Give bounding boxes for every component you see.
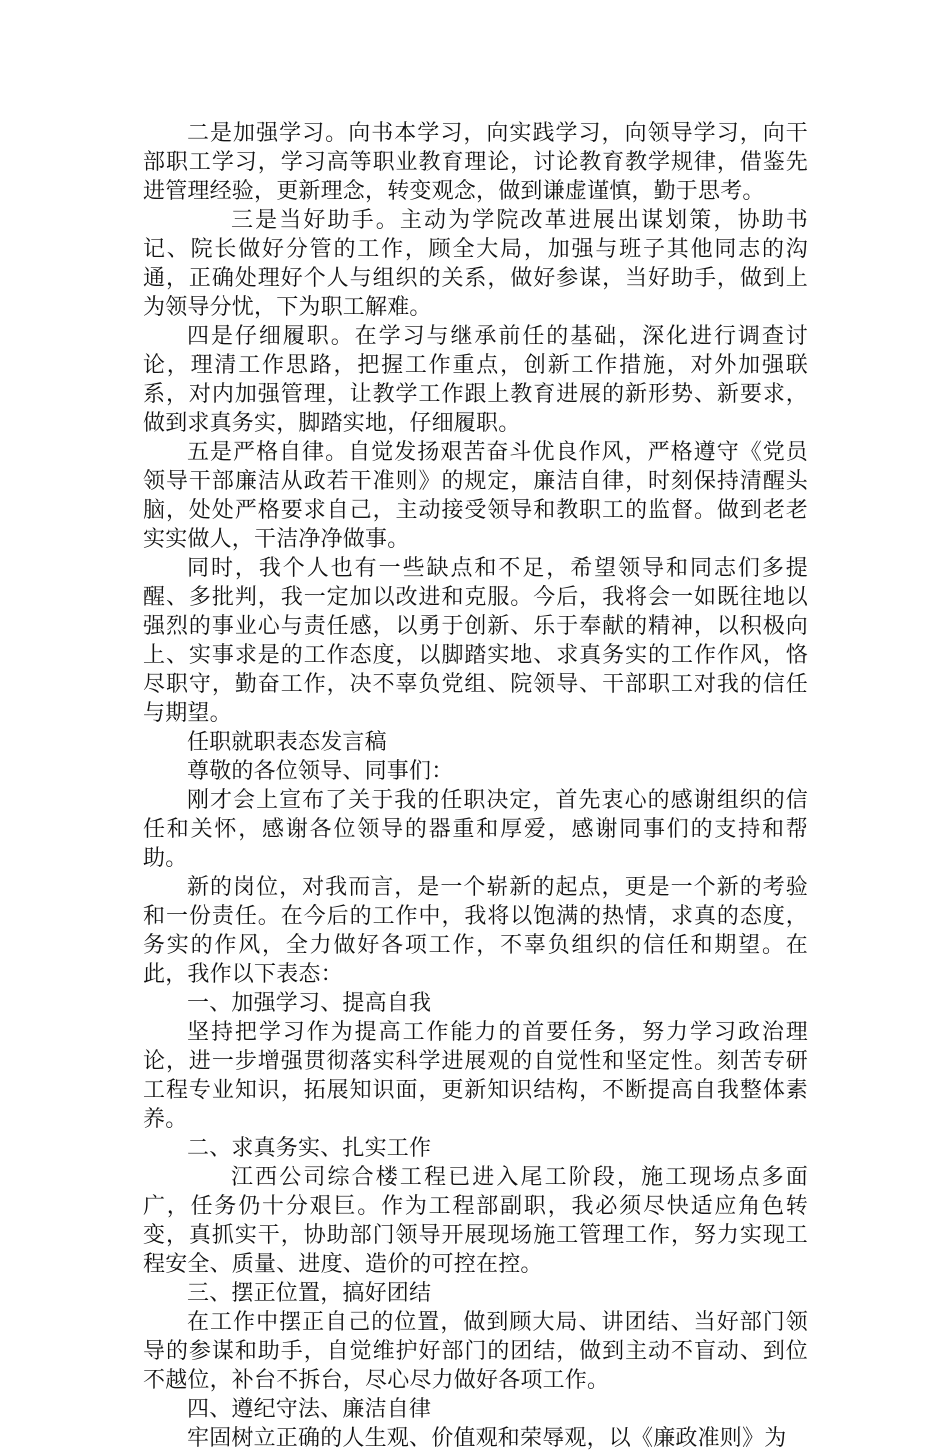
paragraph-new-post: 新的岗位，对我而言，是一个崭新的起点，更是一个新的考验和一份责任。在今后的工作中，我将以饱满的热情，求真的态度，务实的作风，全力做好各项工作，不辜负组织的信任和期望。在此，我作以下表态：: [143, 875, 808, 987]
section-body-2: 江西公司综合楼工程已进入尾工阶段，施工现场点多面广，任务仍十分艰巨。作为工程部副职，我必须尽快适应角色转变，真抓实干，协助部门领导开展现场施工管理工作，努力实现工程安全、质量、进度、造价的可控在控。: [143, 1165, 808, 1277]
document-page: [143, 119, 808, 1453]
paragraph-duty: 四是仔细履职。在学习与继承前任的基础，深化进行调查讨论，理清工作思路，把握工作重点，创新工作措施，对外加强联系，对内加强管理，让教学工作跟上教育进展的新形势、新要求，做到求真务实，脚踏实地，仔细履职。: [143, 324, 808, 436]
paragraph-assistant: 三是当好助手。主动为学院改革进展出谋划策，协助书记、院长做好分管的工作，顾全大局，加强与班子其他同志的沟通，正确处理好个人与组织的关系，做好参谋，当好助手，做到上为领导分忧，下为职工解难。: [143, 208, 808, 320]
paragraph-discipline: 五是严格自律。自觉发扬艰苦奋斗优良作风，严格遵守《党员领导干部廉洁从政若干准则》的规定，廉洁自律，时刻保持清醒头脑，处处严格要求自己，主动接受领导和教职工的监督。做到老老实实做人，干洁净净做事。: [143, 440, 808, 552]
section-body-3: 在工作中摆正自己的位置，做到顾大局、讲团结、当好部门领导的参谋和助手，自觉维护好部门的团结，做到主动不盲动、到位不越位，补台不拆台，尽心尽力做好各项工作。: [143, 1310, 808, 1393]
speech-title: 任职就职表态发言稿: [187, 730, 387, 755]
section-heading-4: 四、遵纪守法、廉洁自律: [187, 1397, 432, 1422]
section-heading-1: 一、加强学习、提高自我: [187, 991, 432, 1016]
paragraph-announcement: 刚才会上宣布了关于我的任职决定，首先衷心的感谢组织的信任和关怀，感谢各位领导的器重和厚爱，感谢同事们的支持和帮助。: [143, 788, 808, 871]
section-body-1: 坚持把学习作为提高工作能力的首要任务，努力学习政治理论，进一步增强贯彻落实科学进展观的自觉性和坚定性。刻苦专研工程专业知识，拓展知识面，更新知识结构，不断提高自我整体素养。: [143, 1020, 808, 1132]
paragraph-meanwhile: 同时，我个人也有一些缺点和不足，希望领导和同志们多提醒、多批判，我一定加以改进和克服。今后，我将会一如既往地以强烈的事业心与责任感，以勇于创新、乐于奉献的精神，以积极向上、实事求是的工作态度，以脚踏实地、求真务实的工作作风，恪尽职守，勤奋工作，决不辜负党组、院领导、干部职工对我的信任与期望。: [143, 556, 808, 726]
section-heading-2: 二、求真务实、扎实工作: [187, 1136, 432, 1161]
section-body-4: 牢固树立正确的人生观、价值观和荣辱观，以《廉政准则》为: [187, 1426, 787, 1451]
section-heading-3: 三、摆正位置，搞好团结: [187, 1281, 432, 1306]
paragraph-study: 二是加强学习。向书本学习，向实践学习，向领导学习，向干部职工学习，学习高等职业教育理论，讨论教育教学规律，借鉴先进管理经验，更新理念，转变观念，做到谦虚谨慎，勤于思考。: [143, 121, 808, 204]
salutation: 尊敬的各位领导、同事们：: [187, 759, 454, 784]
